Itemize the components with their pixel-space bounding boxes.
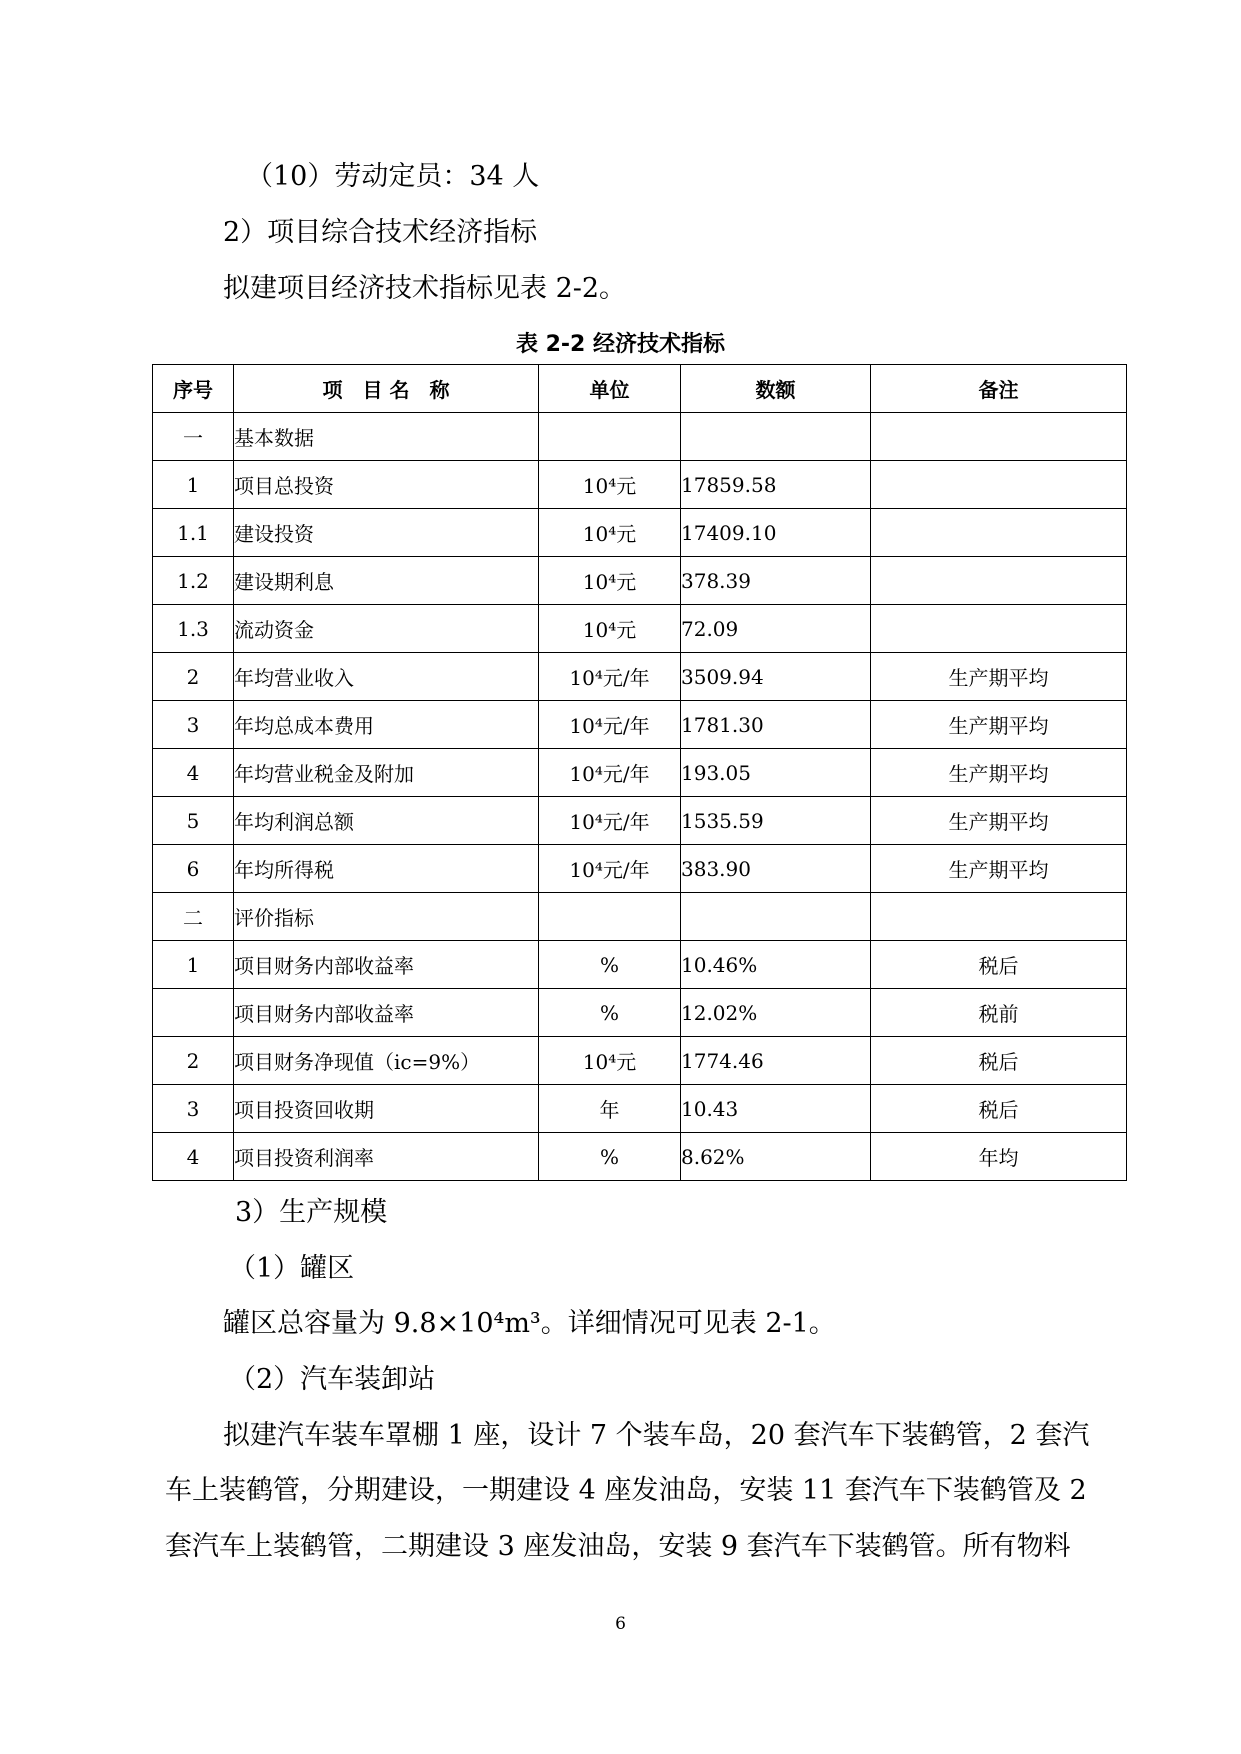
table-row	[153, 509, 1127, 557]
cell-value: 17859.58	[681, 461, 871, 509]
cell-unit: 年	[539, 1085, 681, 1133]
cell-name: 项目财务内部收益率	[234, 989, 539, 1037]
cell-value: 3509.94	[681, 653, 871, 701]
header-no: 序号	[153, 365, 234, 413]
cell-unit: 10⁴元	[539, 509, 681, 557]
cell-note: 税后	[871, 1037, 1127, 1085]
cell-name: 建设投资	[234, 509, 539, 557]
cell-note	[871, 605, 1127, 653]
cell-name: 流动资金	[234, 605, 539, 653]
cell-value	[681, 413, 871, 461]
cell-value: 1774.46	[681, 1037, 871, 1085]
cell-no: 3	[153, 1085, 234, 1133]
cell-value: 193.05	[681, 749, 871, 797]
cell-note: 生产期平均	[871, 845, 1127, 893]
table-row	[153, 557, 1127, 605]
cell-name: 年均营业收入	[234, 653, 539, 701]
cell-value: 1535.59	[681, 797, 871, 845]
cell-no: 1	[153, 461, 234, 509]
cell-value: 12.02%	[681, 989, 871, 1037]
cell-name: 基本数据	[234, 413, 539, 461]
cell-note: 生产期平均	[871, 797, 1127, 845]
cell-no: 1.3	[153, 605, 234, 653]
cell-name: 年均所得税	[234, 845, 539, 893]
cell-unit: %	[539, 941, 681, 989]
cell-note: 生产期平均	[871, 749, 1127, 797]
cell-no: 4	[153, 749, 234, 797]
cell-unit: 10⁴元	[539, 557, 681, 605]
cell-unit: 10⁴元/年	[539, 797, 681, 845]
table-row	[153, 1037, 1127, 1085]
economic-indicators-table	[152, 364, 1127, 1181]
table-row	[153, 1085, 1127, 1133]
cell-no: 1	[153, 941, 234, 989]
cell-no	[153, 989, 234, 1037]
cell-value: 17409.10	[681, 509, 871, 557]
table-row	[153, 749, 1127, 797]
cell-unit: 10⁴元	[539, 605, 681, 653]
cell-no: 6	[153, 845, 234, 893]
cell-value: 10.46%	[681, 941, 871, 989]
table-caption: 表 2-2 经济技术指标	[515, 332, 726, 357]
cell-no: 5	[153, 797, 234, 845]
header-note: 备注	[871, 365, 1127, 413]
cell-value: 383.90	[681, 845, 871, 893]
cell-no: 一	[153, 413, 234, 461]
cell-note	[871, 557, 1127, 605]
cell-no: 1.1	[153, 509, 234, 557]
table-row	[153, 653, 1127, 701]
cell-value	[681, 893, 871, 941]
cell-unit: %	[539, 989, 681, 1037]
cell-unit: %	[539, 1133, 681, 1181]
cell-no: 1.2	[153, 557, 234, 605]
table-row	[153, 1133, 1127, 1181]
paragraph-loading-line-1: 拟建汽车装车罩棚 1 座，设计 7 个装车岛，20 套汽车下装鹤管，2 套汽	[223, 1420, 1090, 1451]
cell-unit: 10⁴元/年	[539, 653, 681, 701]
cell-name: 项目总投资	[234, 461, 539, 509]
paragraph-loading-line-2: 车上装鹤管，分期建设，一期建设 4 座发油岛，安装 11 套汽车下装鹤管及 2	[165, 1475, 1087, 1506]
cell-note	[871, 509, 1127, 557]
cell-value: 10.43	[681, 1085, 871, 1133]
paragraph-heading-tank-area: （1）罐区	[229, 1253, 355, 1284]
cell-unit: 10⁴元/年	[539, 845, 681, 893]
paragraph-heading-indicators: 2）项目综合技术经济指标	[223, 217, 538, 248]
cell-unit: 10⁴元/年	[539, 749, 681, 797]
cell-name: 年均总成本费用	[234, 701, 539, 749]
table-row	[153, 941, 1127, 989]
table-row	[153, 989, 1127, 1037]
cell-name: 年均利润总额	[234, 797, 539, 845]
paragraph-loading-line-3: 套汽车上装鹤管，二期建设 3 座发油岛，安装 9 套汽车下装鹤管。所有物料	[165, 1531, 1071, 1562]
cell-unit: 10⁴元	[539, 1037, 681, 1085]
cell-value: 378.39	[681, 557, 871, 605]
paragraph-heading-loading-station: （2）汽车装卸站	[229, 1364, 436, 1395]
table-row	[153, 797, 1127, 845]
cell-note	[871, 893, 1127, 941]
cell-name: 建设期利息	[234, 557, 539, 605]
paragraph-table-reference: 拟建项目经济技术指标见表 2-2。	[223, 273, 627, 304]
page-number: 6	[615, 1614, 626, 1634]
paragraph-tank-capacity: 罐区总容量为 9.8×10⁴m³。详细情况可见表 2-1。	[223, 1308, 836, 1339]
cell-no: 二	[153, 893, 234, 941]
cell-unit	[539, 413, 681, 461]
cell-unit: 10⁴元/年	[539, 701, 681, 749]
cell-note: 税前	[871, 989, 1127, 1037]
cell-value: 1781.30	[681, 701, 871, 749]
cell-no: 4	[153, 1133, 234, 1181]
cell-name: 项目投资利润率	[234, 1133, 539, 1181]
paragraph-heading-scale: 3）生产规模	[235, 1197, 388, 1228]
cell-value: 8.62%	[681, 1133, 871, 1181]
table-header-row	[153, 365, 1127, 413]
header-value: 数额	[681, 365, 871, 413]
cell-name: 评价指标	[234, 893, 539, 941]
cell-note: 税后	[871, 1085, 1127, 1133]
header-unit: 单位	[539, 365, 681, 413]
table-row	[153, 605, 1127, 653]
cell-value: 72.09	[681, 605, 871, 653]
cell-note: 生产期平均	[871, 653, 1127, 701]
header-name: 项 目 名 称	[234, 365, 539, 413]
table-row	[153, 893, 1127, 941]
cell-no: 3	[153, 701, 234, 749]
cell-unit: 10⁴元	[539, 461, 681, 509]
cell-note: 年均	[871, 1133, 1127, 1181]
table-row	[153, 845, 1127, 893]
table-row	[153, 461, 1127, 509]
cell-name: 项目财务内部收益率	[234, 941, 539, 989]
cell-note: 税后	[871, 941, 1127, 989]
cell-name: 项目财务净现值（ic=9%）	[234, 1037, 539, 1085]
cell-name: 年均营业税金及附加	[234, 749, 539, 797]
cell-note	[871, 413, 1127, 461]
cell-no: 2	[153, 1037, 234, 1085]
cell-unit	[539, 893, 681, 941]
cell-name: 项目投资回收期	[234, 1085, 539, 1133]
table-row	[153, 413, 1127, 461]
cell-no: 2	[153, 653, 234, 701]
table-row	[153, 701, 1127, 749]
cell-note: 生产期平均	[871, 701, 1127, 749]
paragraph-labor-quota: （10）劳动定员：34 人	[246, 161, 540, 192]
cell-note	[871, 461, 1127, 509]
